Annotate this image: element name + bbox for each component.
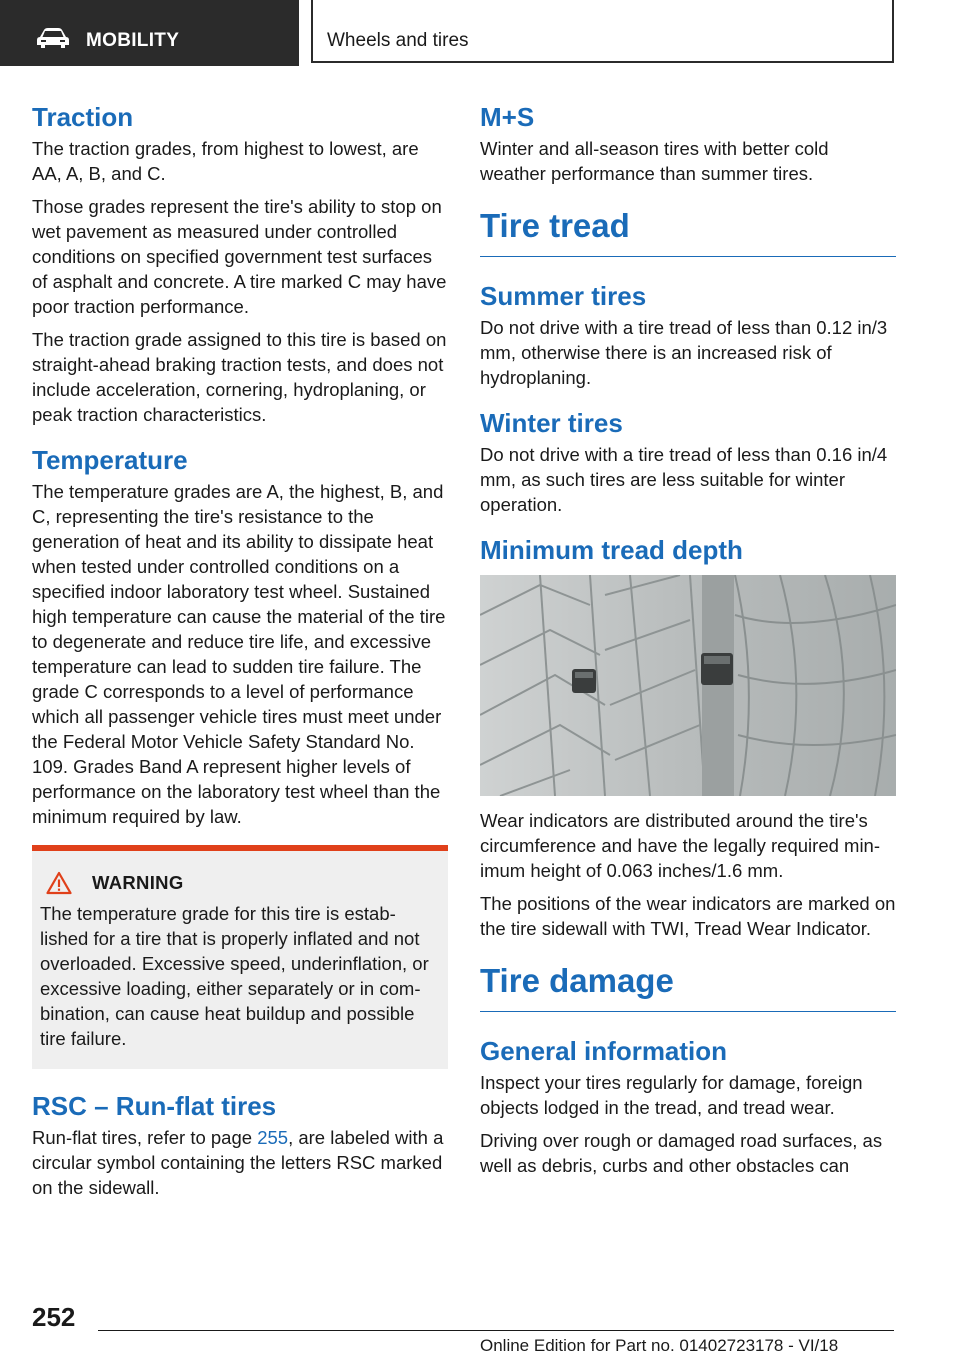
min-tread-heading: Minimum tread depth [480, 535, 743, 565]
edition-note: Online Edition for Part no. 01402723178 - VI/18 [480, 1336, 839, 1355]
general-info-paragraph-1: Inspect your tires regularly for damage, foreign objects lodged in the tread, and tread wear. [480, 1072, 863, 1118]
warning-text: The temperature grade for this tire is established for a tire that is properly inflated and not overloaded. Excessive speed, underinflation, or excessive loading, either separately or in combination, can cause heat buildup and possible tire failure. [40, 903, 429, 1049]
tire-damage-heading: Tire damage [480, 959, 896, 1012]
warning-title: WARNING [92, 872, 184, 893]
warning-triangle-icon [46, 871, 72, 895]
footer-divider [98, 1330, 894, 1331]
rsc-text-before: Run-flat tires, refer to page [32, 1127, 258, 1148]
summer-tires-paragraph: Do not drive with a tire tread of less than 0.12 in/3 mm, otherwise there is an increased risk of hydroplaning. [480, 317, 888, 388]
warning-header [40, 871, 436, 895]
section-tab[interactable] [0, 0, 299, 66]
min-tread-paragraph-1: Wear indicators are distributed around the tire's circumference and have the legally required minimum height of 0.063 inches/1.6 mm. [480, 810, 881, 881]
traction-paragraph-3: The traction grade assigned to this tire is based on straight-ahead braking traction tests, and does not include acceleration, cornering, hydroplaning, or peak traction characteristics. [32, 329, 447, 425]
rsc-text-after: , are labeled with a circular symbol containing the letters RSC marked on the sidewall. [32, 1127, 444, 1198]
tire-damage-chapter [480, 959, 896, 1012]
tire-tread-chapter [480, 204, 896, 257]
ms-heading: M+S [480, 102, 535, 132]
tire-tread-heading: Tire tread [480, 204, 896, 257]
general-info-heading: General information [480, 1036, 728, 1066]
chapter-label: Wheels and tires [327, 30, 469, 51]
traction-heading: Traction [32, 102, 134, 132]
winter-tires-paragraph: Do not drive with a tire tread of less than 0.16 in/4 mm, as such tires are less suitable for winter operation. [480, 444, 888, 515]
traction-paragraph-1: The traction grades, from highest to lowest, are AA, A, B, and C. [32, 138, 419, 184]
temperature-paragraph: The temperature grades are A, the highest, B, and C, representing the tire's resistance to the generation of heat and its ability to dissipate heat when tested under controlled conditions on a specified indoor laboratory test wheel. Sustained high temperature can cause the material of the tire to degenerate and reduce tire life, and excessive temperature can lead to sudden tire failure. The grade C corresponds to a level of performance which all passenger vehicle tires must meet under the Federal Motor Vehicle Safety Standard No. 109. Grades Band A represent higher levels of performance on the laboratory test wheel than the minimum required by law. [32, 481, 446, 827]
winter-tires-section [480, 406, 896, 517]
page-number: 252 [32, 1302, 76, 1332]
warning-box [32, 845, 448, 1069]
min-tread-section [480, 533, 896, 941]
tire-tread-illustration [480, 575, 896, 796]
ms-paragraph: Winter and all-season tires with better cold weather performance than summer tires. [480, 138, 829, 184]
min-tread-paragraph-2: The positions of the wear indicators are marked on the tire sidewall with TWI, Tread Wear Indicator. [480, 893, 896, 939]
temperature-section [32, 443, 448, 829]
page-255-link[interactable]: 255 [257, 1127, 289, 1148]
section-label: MOBILITY [86, 30, 180, 51]
page-footer [0, 1290, 960, 1362]
traction-section [32, 100, 448, 427]
car-icon [36, 28, 70, 48]
rsc-section [32, 1089, 448, 1200]
right-column [480, 100, 896, 1194]
general-info-paragraph-2: Driving over rough or damaged road surfaces, as well as debris, curbs and other obstacles can [480, 1130, 883, 1176]
summer-tires-section [480, 279, 896, 390]
traction-paragraph-2: Those grades represent the tire's ability to stop on wet pavement as measured under controlled conditions on specified government test surfaces of asphalt and concrete. A tire marked C may have poor traction performance. [32, 196, 447, 317]
chapter-tab[interactable] [311, 0, 894, 63]
general-info-section [480, 1034, 896, 1178]
rsc-paragraph [32, 1125, 448, 1200]
rsc-heading: RSC – Run-flat tires [32, 1091, 277, 1121]
summer-tires-heading: Summer tires [480, 281, 647, 311]
ms-section [480, 100, 896, 186]
winter-tires-heading: Winter tires [480, 408, 623, 438]
left-column [32, 100, 448, 1216]
page-header [0, 0, 960, 66]
temperature-heading: Temperature [32, 445, 188, 475]
